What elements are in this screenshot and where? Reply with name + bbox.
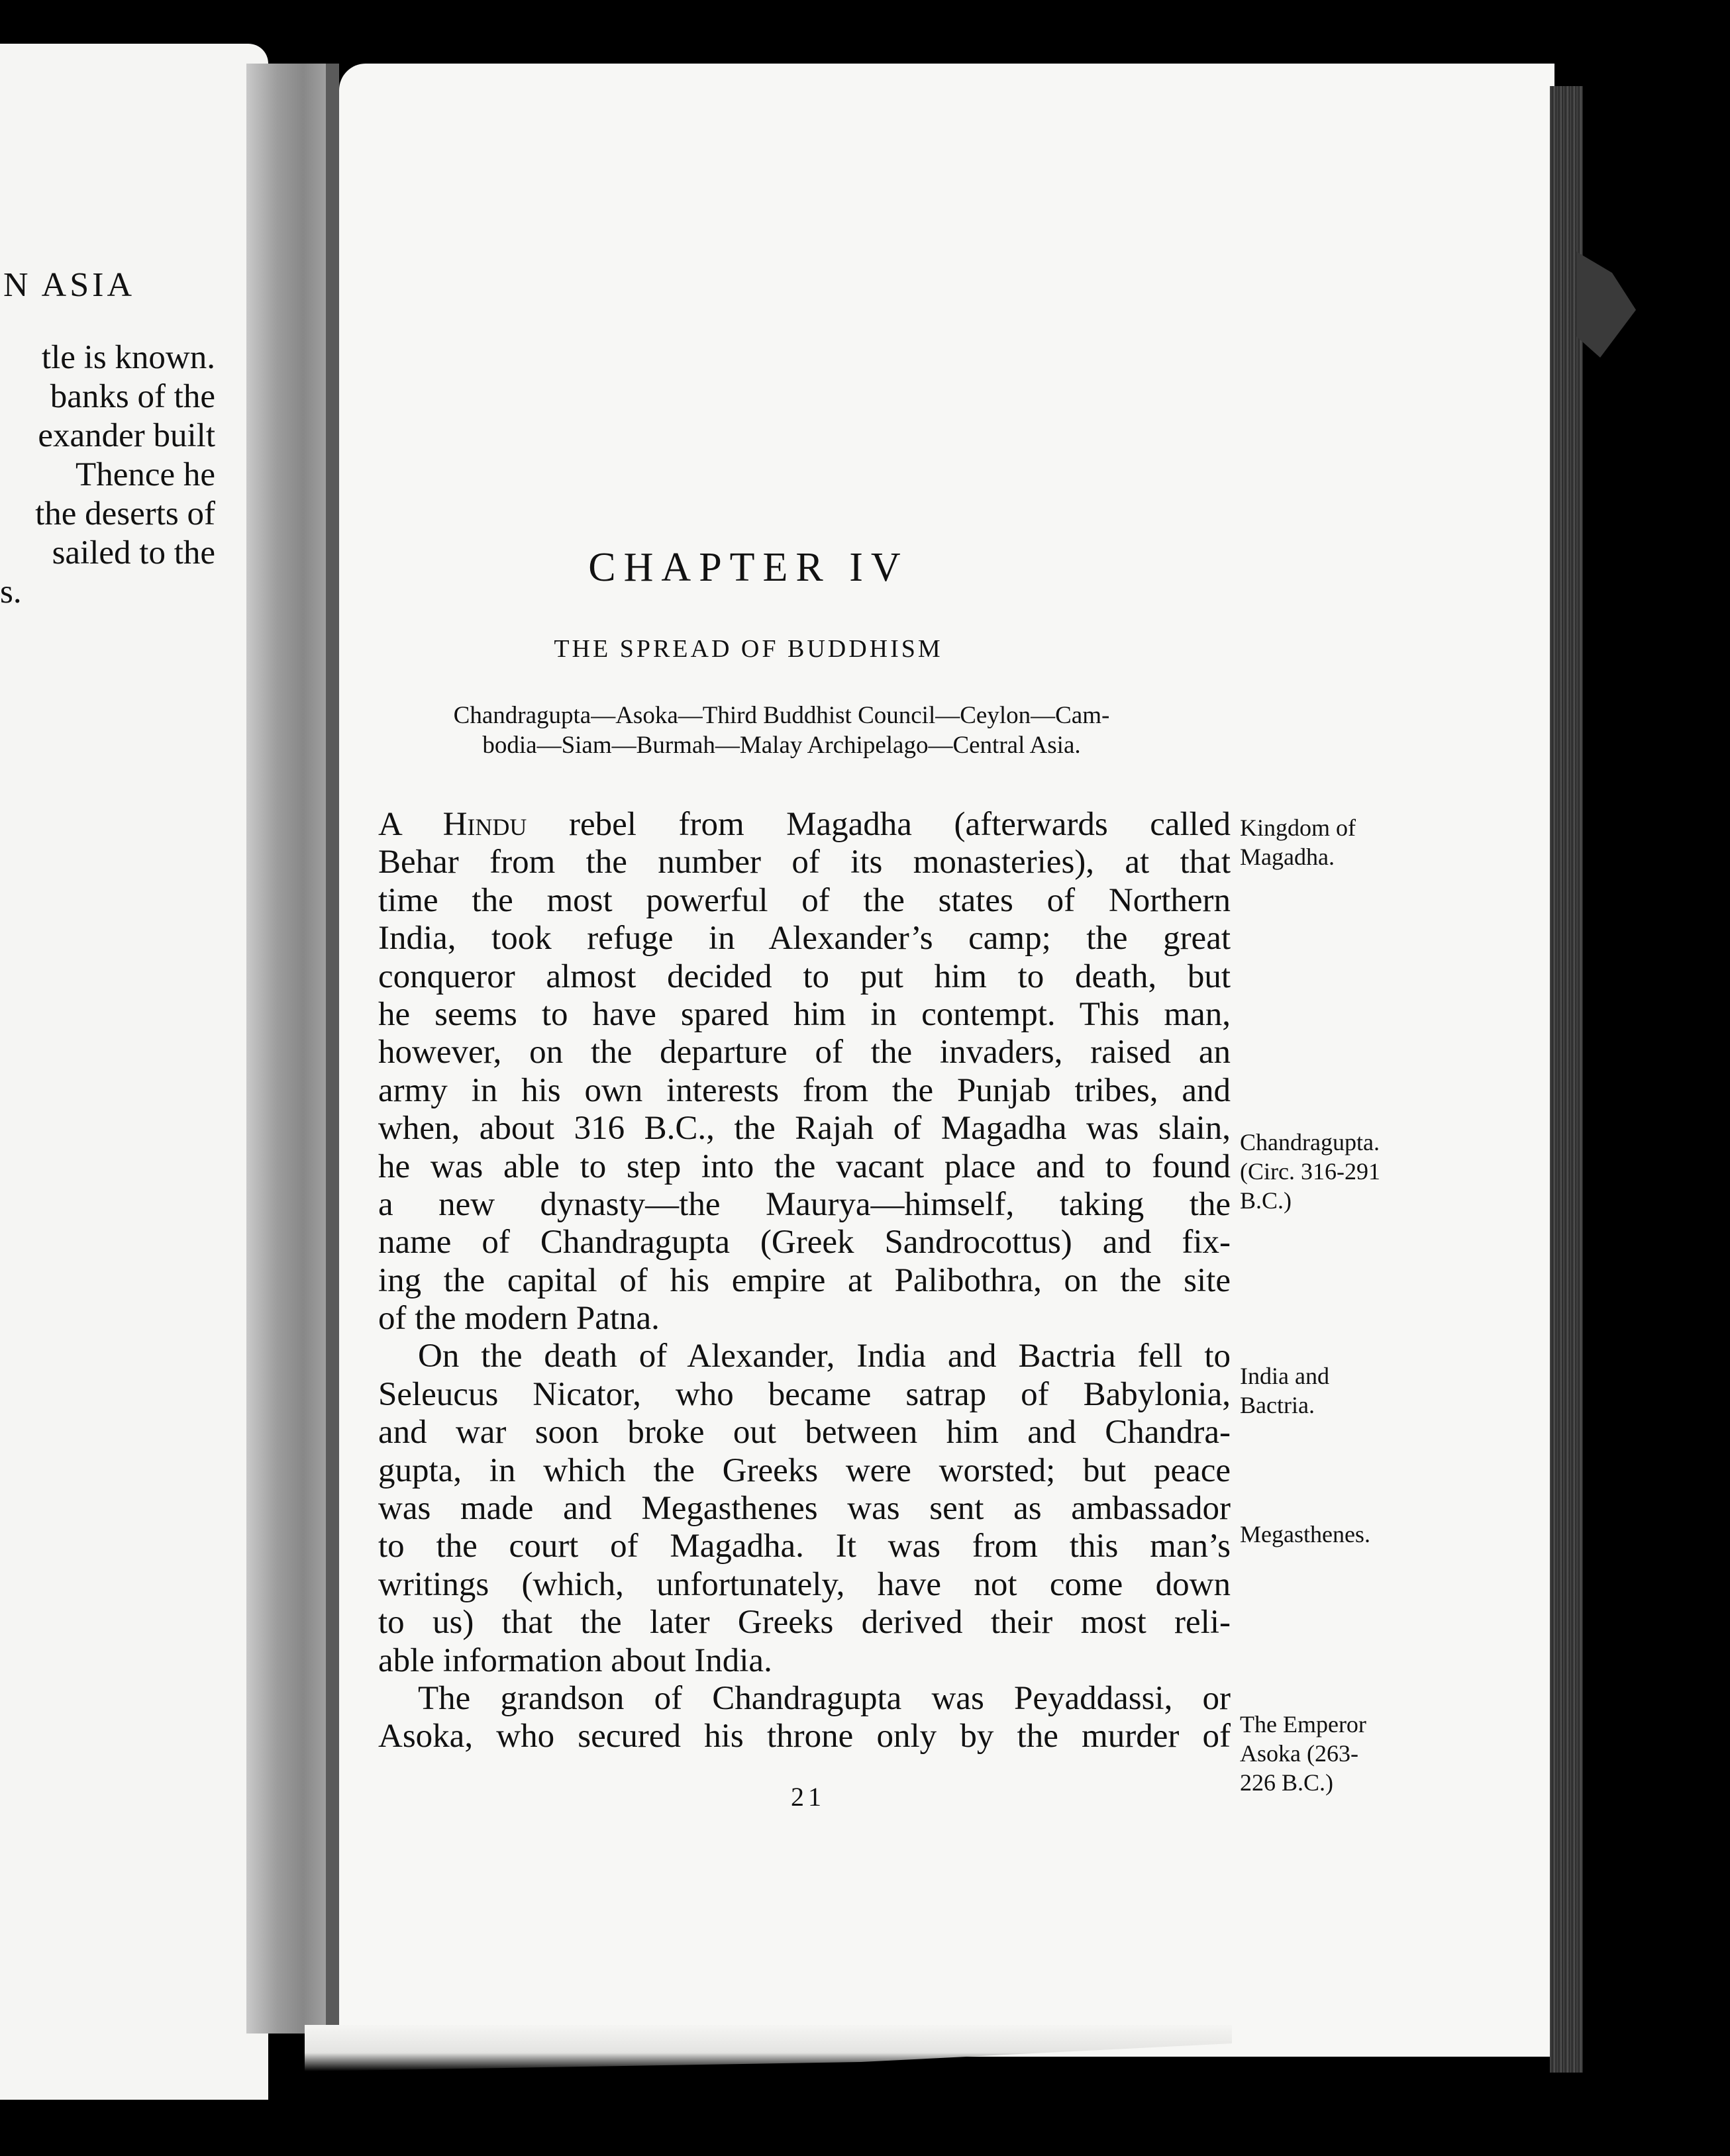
side-note-line: (Circ. 316-291 [1240,1158,1380,1185]
torn-page-edge [1576,252,1636,358]
body-line: and war soon broke out between him and Chandra- [378,1414,1231,1451]
body-line: conqueror almost decided to put him to death, but [378,957,1231,995]
body-line: name of Chandragupta (Greek Sandrocottus) and fix- [378,1224,1231,1261]
left-text-line: Thence he [76,456,215,493]
body-line-first [378,806,1231,844]
body-line: On the death of Alexander, India and Bactria fell to [418,1338,1231,1375]
side-note-chandragupta [1240,1128,1439,1215]
left-text-line: tle is known. [41,339,215,376]
body-line: to us) that the later Greeks derived their most reli- [378,1604,1231,1642]
body-line: army in his own interests from the Punjab tribes, and [378,1071,1231,1109]
body-line: gupta, in which the Greeks were worsted; but peace [378,1451,1231,1489]
body-line: writings (which, unfortunately, have not come down [378,1565,1231,1603]
side-note-line: Magadha. [1240,844,1335,870]
body-line: he was able to step into the vacant place and to found [378,1148,1231,1185]
left-text-line: the deserts of [35,495,215,532]
summary-line: bodia—Siam—Burmah—Malay Archipelago—Central Asia. [482,732,1081,759]
page-bottom-edge [305,2025,1232,2071]
side-note-line: Kingdom of [1240,814,1356,841]
left-text-line: exander built [38,417,215,454]
side-note-line: Chandragupta. [1240,1129,1380,1155]
body-line: Asoka, who secured his throne only by the murder of [378,1718,1231,1755]
side-note-line: Megasthenes. [1240,1521,1370,1547]
gutter-shadow [326,64,339,2034]
smallcaps-word: Hindu [442,806,527,843]
side-note-line: India and [1240,1363,1329,1389]
body-line: when, about 316 B.C., the Rajah of Magadha was slain, [378,1110,1231,1148]
left-page [0,44,268,2100]
summary-line: Chandragupta—Asoka—Third Buddhist Council—Ceylon—Cam- [453,702,1110,729]
body-line: India, took refuge in Alexander’s camp; the great [378,920,1231,957]
side-note-line: Asoka (263- [1240,1740,1358,1767]
side-note-megasthenes [1240,1520,1439,1549]
left-text-line: s. [0,573,22,611]
side-note-india-bactria [1240,1361,1439,1420]
body-text [378,806,1231,1756]
side-note-asoka [1240,1710,1439,1797]
body-line: time the most powerful of the states of Northern [378,881,1231,919]
chapter-subtitle: THE SPREAD OF BUDDHISM [554,635,943,663]
side-note-line: B.C.) [1240,1187,1292,1214]
body-line: Seleucus Nicator, who became satrap of Babylonia, [378,1375,1231,1413]
body-line: Behar from the number of its monasteries), at that [378,844,1231,881]
book-gutter [246,64,334,2034]
body-line: a new dynasty—the Maurya—himself, taking the [378,1185,1231,1223]
side-note-line: The Emperor [1240,1711,1366,1738]
first-line-rest: rebel from Magadha (afterwards called [527,806,1231,843]
left-text-line: sailed to the [52,534,215,571]
drop-word: A [378,806,401,843]
left-text-line: banks of the [50,378,215,415]
side-note-kingdom [1240,813,1439,871]
body-line: however, on the departure of the invaders, raised an [378,1034,1231,1071]
chapter-title: CHAPTER IV [588,545,909,590]
body-line: of the modern Patna. [378,1300,660,1338]
body-line: The grandson of Chandragupta was Peyaddassi, or [418,1679,1231,1717]
body-line: able information about India. [378,1642,772,1679]
left-running-header: N ASIA [3,266,135,304]
page-number: 21 [791,1782,825,1812]
body-line: to the court of Magadha. It was from this man’s [378,1528,1231,1565]
side-note-line: Bactria. [1240,1392,1315,1418]
body-line: was made and Megasthenes was sent as ambassador [378,1490,1231,1528]
left-page-text [0,338,215,612]
body-line: ing the capital of his empire at Palibothra, on the site [378,1261,1231,1299]
side-note-line: 226 B.C.) [1240,1769,1334,1796]
body-line: he seems to have spared him in contempt. This man, [378,995,1231,1033]
chapter-summary [371,701,1192,760]
book-fore-edge [1550,86,1583,2073]
